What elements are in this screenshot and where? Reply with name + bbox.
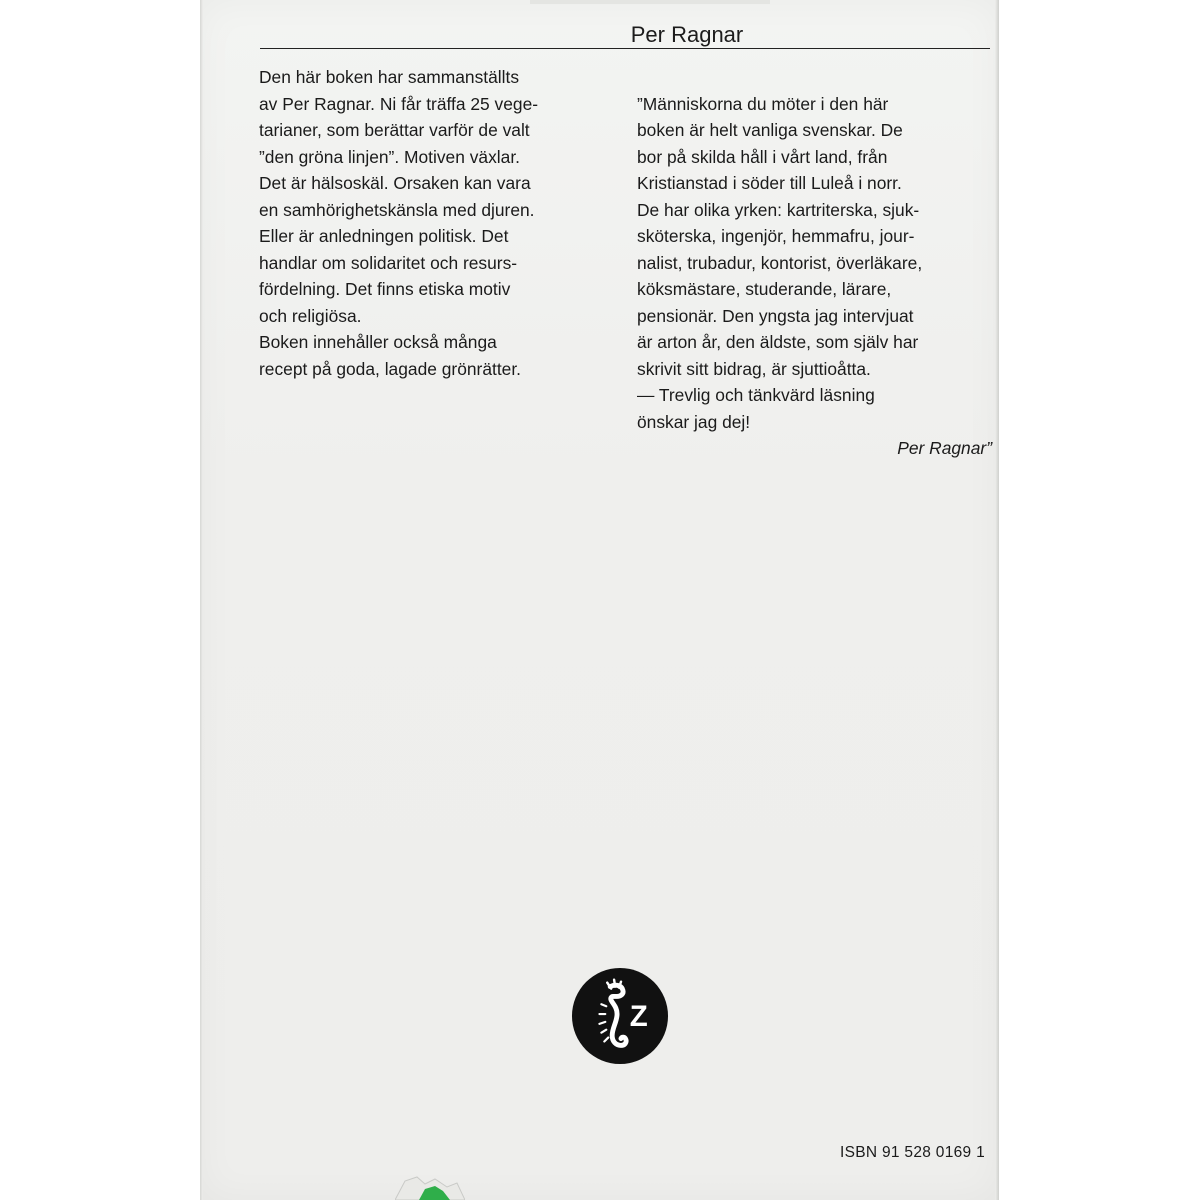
header-rule [260, 48, 990, 49]
seahorse-z-icon [571, 967, 669, 1065]
book-back-cover [200, 0, 998, 1200]
cover-top-wear [530, 0, 770, 4]
quote-text: ”Människorna du möter i den här boken är helt vanliga svenskar. De bor på skilda håll i vårt land, från Kristianstad i söder till Luleå i norr. De har olika yrken: kartriterska, sjuk- sköterska, ingenjör, hemmafru, jour- nalist, trubadur, kontorist, överläkare, köksmästare, studerande, lärare, pensionär. Den yngsta jag intervjuat är arton år, den äldste, som själv har skrivit sitt bidrag, är sjuttioåtta. — Trevlig och tänkvärd läsning önskar jag dej! [637, 93, 923, 432]
blurb-left-column: Den här boken har sammanställts av Per Ragnar. Ni får träffa 25 vege- tarianer, som berättar varför de valt ”den gröna linjen”. Motiven växlar. Det är hälsoskäl. Orsaken kan vara en samhörighetskänsla med djuren. Eller är anledningen politisk. Det handlar om solidaritet och resurs- fördelning. Det finns etiska motiv och religiösa. Boken innehåller också många recept på goda, lagade grönrätter. [259, 67, 539, 379]
cover-left-edge [200, 0, 203, 1200]
torn-corner-icon [395, 1175, 465, 1200]
logo-letter: Z [629, 999, 648, 1033]
blurb-right-column [637, 64, 992, 488]
isbn-number: ISBN 91 528 0169 1 [839, 1144, 985, 1161]
header-author: Per Ragnar [630, 22, 744, 47]
cover-right-edge [995, 0, 999, 1200]
quote-signature: Per Ragnar” [897, 438, 992, 458]
